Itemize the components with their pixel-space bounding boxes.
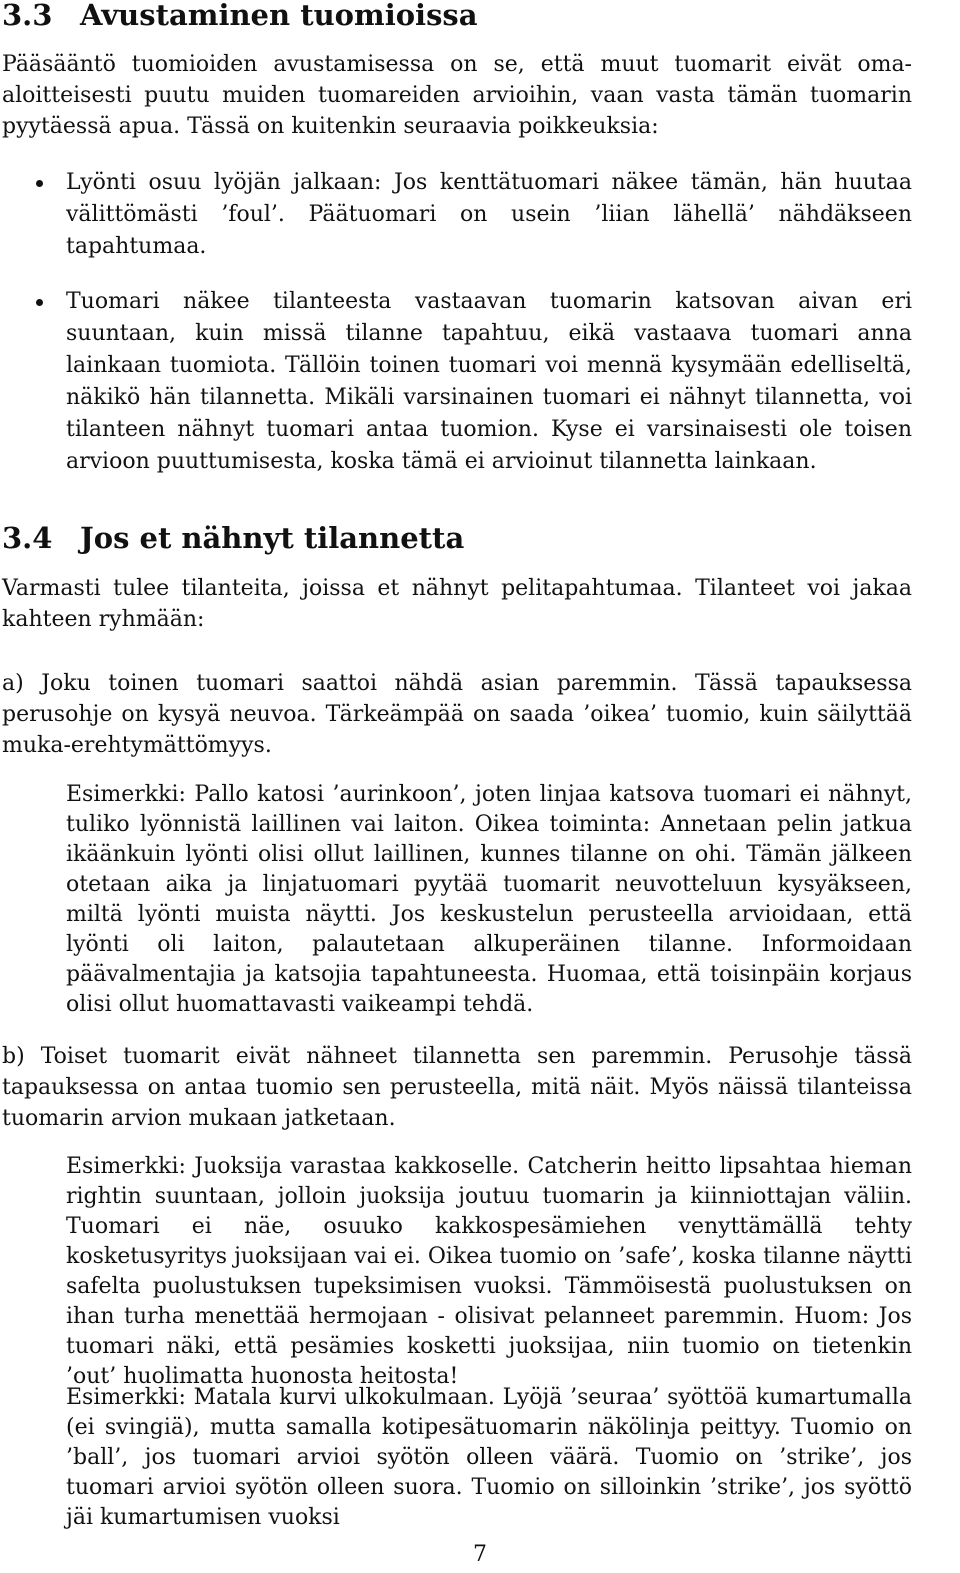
intro-paragraph: Pääsääntö tuomioiden avustamisessa on se, että muut tuomarit eivät oma-aloitteisesti puutu muiden tuomareiden arvioihin, vaan vasta tämän tuomarin pyytäessä apua. Tässä on kuitenkin seuraavia poikkeuksia: (2, 52, 912, 139)
section-number: 3.4 (2, 521, 53, 555)
section-heading-3-3 (2, 0, 478, 30)
bullet-item (66, 286, 912, 478)
page-number: 7 (473, 1542, 487, 1567)
example-paragraph: Esimerkki: Pallo katosi ’aurinkoon’, joten linjaa katsova tuomari ei nähnyt, tuliko lyönnistä laillinen vai laiton. Oikea toiminta: Annetaan pelin jatkua ikäänkuin lyönti olisi ollut laillinen, kunnes tilanne on ohi. Tämän jälkeen otetaan aika ja linjatuomari pyytää tuomarit neuvotteluun kysyäkseen, miltä lyönti muista näytti. Jos keskustelun perusteella arvioidaan, että lyönti oli laiton, palautetaan alkuperäinen tilanne. Informoidaan päävalmentajia ja katsojia tapahtuneesta. Huomaa, että toisinpäin korjaus olisi ollut huomattavasti vaikeampi tehdä. (66, 782, 912, 1017)
bullet-dot-icon (36, 299, 43, 306)
example-paragraph: Esimerkki: Juoksija varastaa kakkoselle. Catcherin heitto lipsahtaa hieman rightin suuntaan, jolloin juoksija joutuu tuomarin ja kiinniottajan väliin. Tuomari ei näe, osuuko kakkospesämiehen venyttämällä tehty kosketusyritys juoksijaan vai ei. Oikea tuomio on ’safe’, koska tilanne näytti safelta puolustuksen tupeksimisen vuoksi. Tämmöisestä puolustuksen on ihan turha menettää hermojaan - olisivat pelanneet paremmin. Huom: Jos tuomari näki, että pesämies kosketti juoksijaa, niin tuomio on tietenkin ’out’ huolimatta huonosta heitosta! (66, 1154, 912, 1389)
example-paragraph: Esimerkki: Matala kurvi ulkokulmaan. Lyöjä ’seuraa’ syöttöä kumartumalla (ei svingiä), mutta samalla kotipesätuomarin näkölinja peittyy. Tuomio on ’ball’, jos tuomari arvioi syötön olleen väärä. Tuomio on ’strike’, jos tuomari arvioi syötön olleen suora. Tuomio on silloinkin ’strike’, jos syöttö jäi kumartumisen vuoksi (66, 1385, 912, 1530)
section-title: Avustaminen tuomioissa (80, 0, 478, 32)
section-number: 3.3 (2, 0, 53, 32)
bullet-item (66, 167, 912, 263)
case-b-paragraph: b) Toiset tuomarit eivät nähneet tilannetta sen paremmin. Perusohje tässä tapauksessa on antaa tuomio sen perusteella, mitä näit. Myös näissä tilanteissa tuomarin arvion mukaan jatketaan. (2, 1044, 912, 1131)
case-a-paragraph: a) Joku toinen tuomari saattoi nähdä asian paremmin. Tässä tapauksessa perusohje on kysyä neuvoa. Tärkeämpää on saada ’oikea’ tuomio, kuin säilyttää muka-erehtymättömyys. (2, 671, 912, 758)
section-heading-3-4 (2, 523, 464, 553)
bullet-text: Tuomari näkee tilanteesta vastaavan tuomarin katsovan aivan eri suuntaan, kuin missä tilanne tapahtuu, eikä vastaava tuomari anna lainkaan tuomiota. Tällöin toinen tuomari voi mennä kysymään edelliseltä, näkikö hän tilannetta. Mikäli varsinainen tuomari ei nähnyt tilannetta, voi tilanteen nähnyt tuomari antaa tuomion. Kyse ei varsinaisesti ole toisen arvioon puuttumisesta, koska tämä ei arvioinut tilannetta lainkaan. (66, 289, 912, 474)
bullet-dot-icon (36, 180, 43, 187)
bullet-text: Lyönti osuu lyöjän jalkaan: Jos kenttätuomari näkee tämän, hän huutaa välittömästi ’foul’. Päätuomari on usein ’liian lähellä’ nähdäkseen tapahtumaa. (66, 170, 912, 259)
section-title: Jos et nähnyt tilannetta (80, 521, 465, 555)
intro-paragraph: Varmasti tulee tilanteita, joissa et nähnyt pelitapahtumaa. Tilanteet voi jakaa kahteen ryhmään: (2, 576, 912, 632)
